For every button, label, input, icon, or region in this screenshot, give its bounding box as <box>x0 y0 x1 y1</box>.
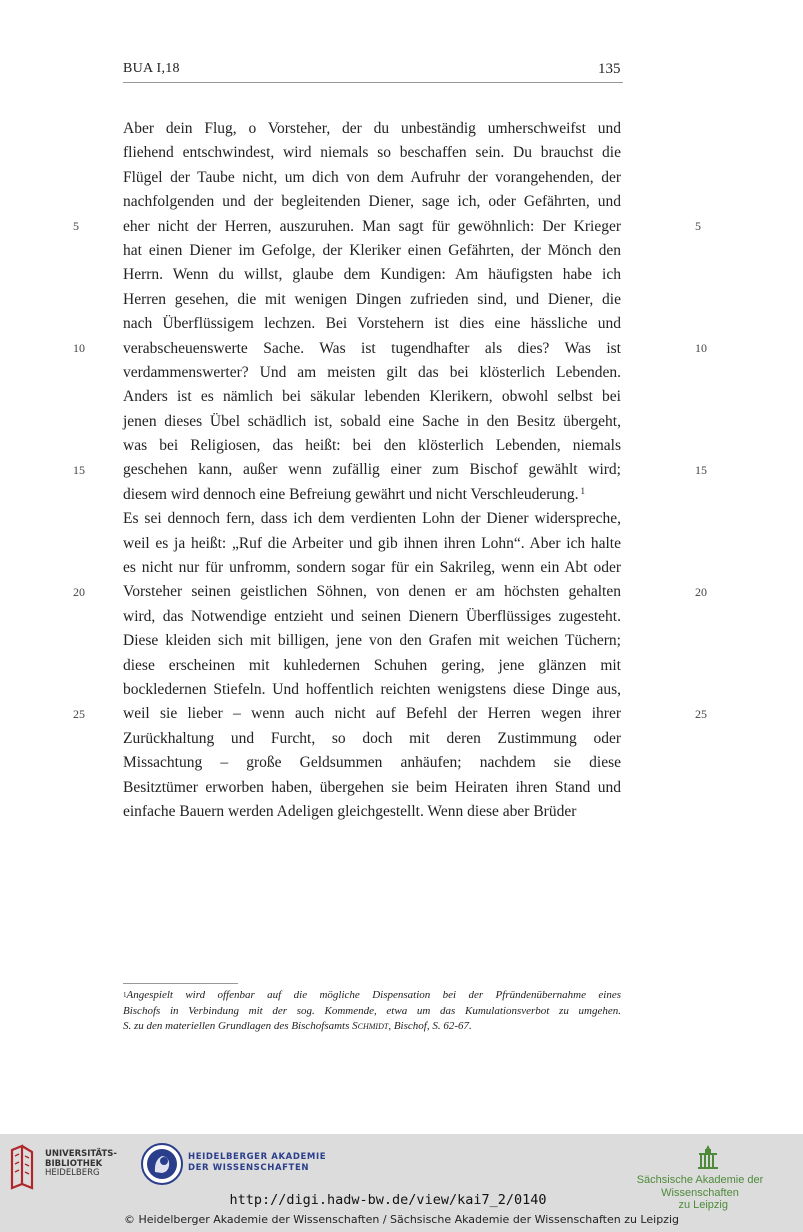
line-number-right-15: 15 <box>695 463 707 477</box>
text-line: Aber dein Flug, o Vorsteher, der du unbeständig umherschweifst und <box>123 120 621 137</box>
line-number-left-15: 15 <box>73 463 85 477</box>
footer-bar <box>0 1134 803 1232</box>
text-line: Zurückhaltung und Furcht, so doch mit deren Zustimmung oder <box>123 729 621 747</box>
line-number-left-10: 10 <box>73 341 85 355</box>
header-rule <box>123 82 623 83</box>
main-text <box>123 117 621 824</box>
hawk-seal-icon[interactable] <box>140 1142 184 1186</box>
text-line: verabscheuenswerte Sache. Was ist tugendhafter als dies? Was ist <box>123 339 621 357</box>
text-line: bockledernen Stiefeln. Und hoffentlich reichten wenigstens diese Dinge aus, <box>123 680 621 698</box>
text-line: es nicht nur für unfromm, sondern sogar für ein Sakrileg, wenn ein Abt oder <box>123 559 621 577</box>
line-number-right-5: 5 <box>695 219 701 233</box>
text-line: Herren gesehen, die mit wenigen Dingen zufrieden sind, und Diener, die <box>123 290 621 308</box>
copyright-notice: © Heidelberger Akademie der Wissenschaften / Sächsische Akademie der Wissenschaften zu Leipzig <box>123 1213 679 1226</box>
text-line: verdammenswerter? Und am meisten gilt das bei klösterlich Lebenden. <box>123 363 621 381</box>
running-head: BUA I,18 <box>123 61 180 76</box>
text-line: nachfolgenden und der begleitenden Diener, sage ich, oder Gefährten, und <box>123 193 621 211</box>
footnote-rule <box>123 983 238 984</box>
saw-leipzig-building-icon[interactable] <box>697 1144 719 1170</box>
text-line: Diese kleiden sich mit billigen, jene von den Grafen mit weichen Tüchern; <box>123 632 621 650</box>
text-line: diesem wird dennoch eine Befreiung gewährt und nicht Verschleuderung. $^1$ <box>123 485 586 503</box>
text-line: jenen dieses Übel schädlich ist, sobald eine Sache in den Besitz übergeht, <box>123 412 621 430</box>
text-line: Vorsteher seinen geistlichen Söhnen, von denen er am höchsten gehalten <box>123 583 621 601</box>
permalink-url[interactable]: http://digi.hadw-bw.de/view/kai7_2/0140 <box>229 1192 547 1208</box>
footnote-line: S. zu den materiellen Grundlagen des Bischofsamts Schmidt, Bischof, S. 62-67. <box>123 1020 472 1033</box>
text-line: geschehen kann, außer wenn zufällig einer zum Bischof gewählt wird; <box>123 461 621 479</box>
text-line: Anders ist es nämlich bei säkular lebenden Klerikern, obwohl selbst bei <box>123 388 621 406</box>
text-line: hat einen Diener im Gefolge, der Kleriker einen Gefährten, der Mönch den <box>123 241 621 259</box>
line-number-right-25: 25 <box>695 707 707 721</box>
text-line: wird, das Notwendige entzieht und seinen Dienern Überflüssiges zugesteht. <box>123 607 621 625</box>
saw-leipzig-wordmark: Sächsische Akademie der Wissenschaften zu Leipzig <box>636 1174 764 1211</box>
line-number-right-10: 10 <box>695 341 707 355</box>
text-line: weil sie lieber – wenn auch nicht auf Befehl der Herren wegen ihrer <box>123 705 621 723</box>
text-line: diese erscheinen mit kuhledernen Schuhen gering, jene glänzen mit <box>123 656 621 674</box>
line-number-left-25: 25 <box>73 707 85 721</box>
text-line: Besitztümer erworben haben, übergehen sie beim Heiraten ihren Stand und <box>123 778 621 796</box>
text-line: Herrn. Wenn du willst, glaube dem Kundigen: Am häufigsten habe ich <box>123 266 621 284</box>
footnote-marker: 1 <box>123 991 127 999</box>
text-line: Flügel der Taube nicht, um dich von dem Aufruhr der vorangehenden, der <box>123 168 621 186</box>
footnote-reference[interactable]: 1 <box>580 485 586 496</box>
ub-heidelberg-wordmark: UNIVERSITÄTS- BIBLIOTHEK HEIDELBERG <box>45 1149 117 1178</box>
text-line: einfache Bauern werden Adeligen gleichgestellt. Wenn diese aber Brüder <box>123 802 577 820</box>
line-number-right-20: 20 <box>695 585 707 599</box>
line-number-left-20: 20 <box>73 585 85 599</box>
text-line: weil es ja heißt: „Ruf die Arbeiter und gib ihnen ihren Lohn“. Aber ich halte <box>123 534 621 552</box>
footnote-line: $^1$Angespielt wird offenbar auf die mögliche Dispensation bei der Pfründenübernahme eines <box>123 989 621 1001</box>
text-line: Es sei dennoch fern, dass ich dem verdienten Lohn der Diener widerspreche, <box>123 510 621 528</box>
text-line: Missachtung – große Geldsummen anhäufen; nachdem sie diese <box>123 754 621 772</box>
line-number-left-5: 5 <box>73 219 79 233</box>
page-number: 135 <box>598 61 621 77</box>
text-line: eher nicht der Herren, auszuruhen. Man sagt für gewöhnlich: Der Krieger <box>123 217 621 235</box>
hawk-wordmark: HEIDELBERGER AKADEMIE DER WISSENSCHAFTEN <box>188 1152 327 1173</box>
text-line: fliehend entschwindest, wird niemals so beschaffen sein. Du brauchst die <box>123 144 621 162</box>
text-line: nach Überflüssigem lechzen. Bei Vorstehern ist dies eine hässliche und <box>123 315 621 333</box>
text-line: was bei Religiosen, das heißt: bei den klösterlich Lebenden, niemals <box>123 437 621 455</box>
author-name: Schmidt <box>352 1020 389 1033</box>
footnote <box>123 988 621 1035</box>
footnote-line: Bischofs in Verbindung mit der sog. Kommende, etwa um das Kumulationsverbot zu umgehen. <box>123 1004 621 1017</box>
